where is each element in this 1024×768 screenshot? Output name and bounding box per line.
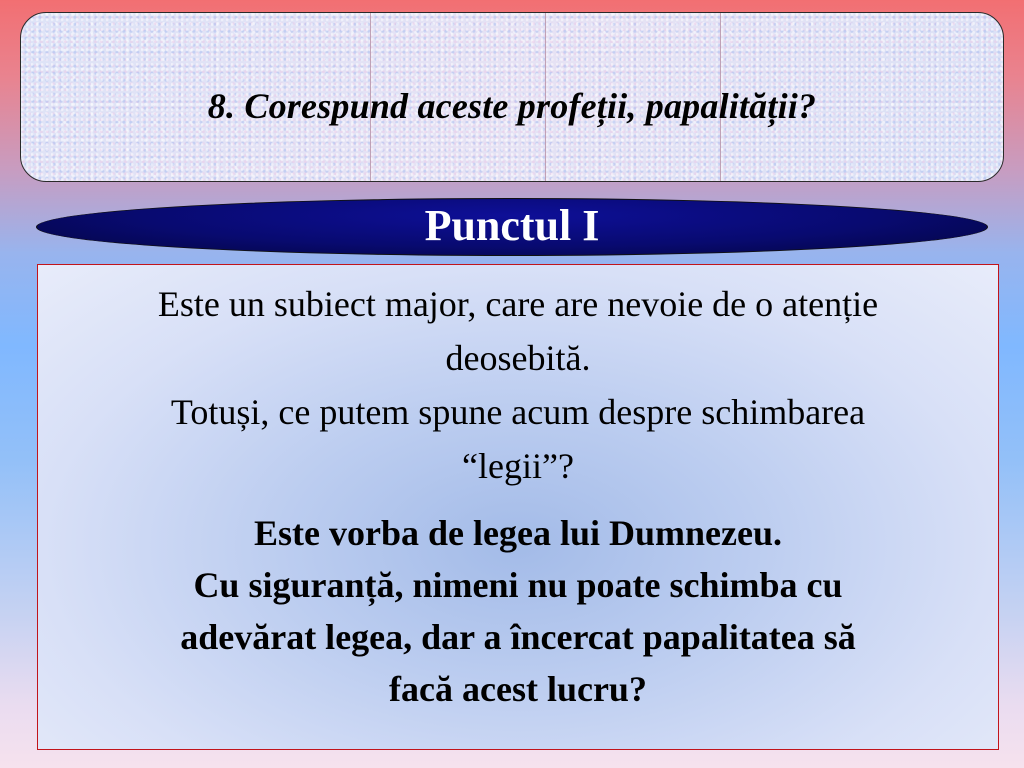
content-box [37,264,999,750]
slide-title-box [20,12,1004,182]
bold-line-2: Cu siguranță, nimeni nu poate schimba cu [193,565,843,605]
section-banner [36,198,988,256]
content-line-3: Totuși, ce putem spune acum despre schimbarea [170,392,866,432]
bold-line-4: facă acest lucru? [389,669,647,709]
content-paragraph [38,277,998,493]
slide-title: 8. Corespund aceste profeții, papalității? [207,86,817,126]
content-bold-paragraph [38,507,998,715]
bold-line-3: adevărat legea, dar a încercat papalitatea să [180,617,856,657]
content-line-2: deosebită. [445,338,591,378]
bold-line-1: Este vorba de legea lui Dumnezeu. [254,513,782,553]
content-line-4: “legii”? [462,446,574,486]
content-line-1: Este un subiect major, care are nevoie de o atenție [157,284,879,324]
section-banner-label: Punctul I [424,201,600,250]
